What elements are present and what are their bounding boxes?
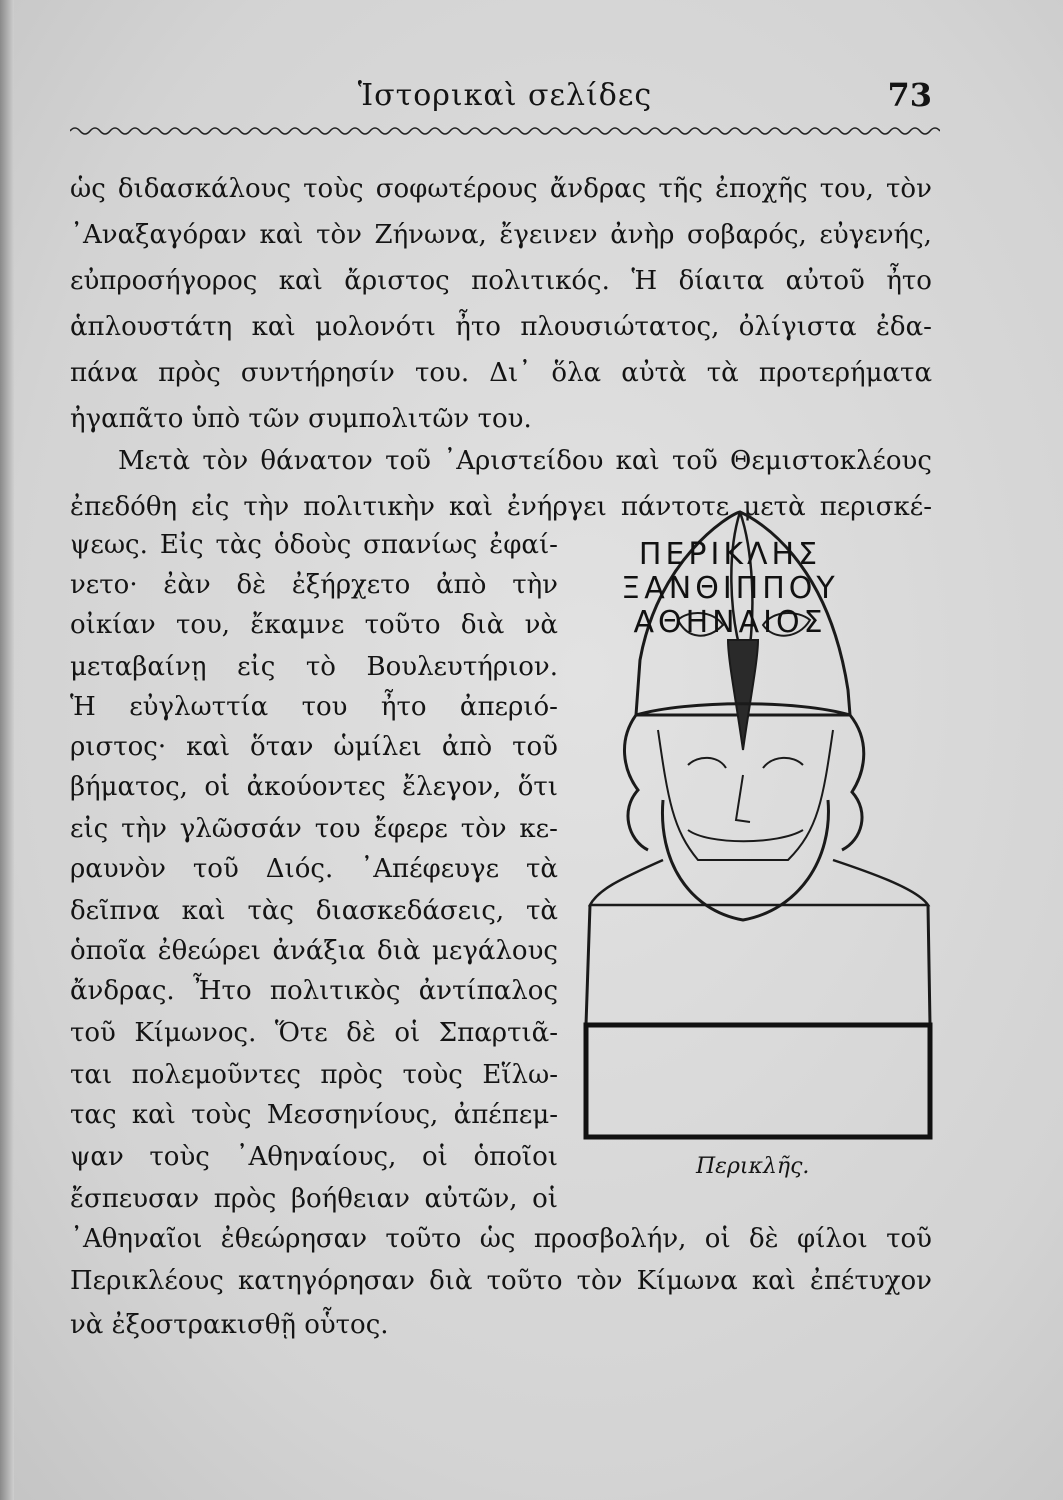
text-line: μεταβαίνῃ εἰς τὸ Βουλευτήριον. xyxy=(70,652,558,682)
text-line: ἁπλουστάτη καὶ μολονότι ἦτο πλουσιώτατος, ὀλίγιστα ἐδα- xyxy=(70,312,932,342)
text-line: ἔσπευσαν πρὸς βοήθειαν αὐτῶν, οἱ xyxy=(70,1184,558,1214)
page-number: 73 xyxy=(887,76,932,114)
text-line: Περικλέους κατηγόρησαν διὰ τοῦτο τὸν Κίμωνα καὶ ἐπέτυχον xyxy=(70,1266,932,1296)
text-line: ψαν τοὺς ᾿Αθηναίους, οἱ ὁποῖοι xyxy=(70,1142,558,1172)
text-line: δεῖπνα καὶ τὰς διασκεδάσεις, τὰ xyxy=(70,896,558,926)
page-spine-shadow xyxy=(0,0,14,1500)
text-line: νετο· ἐὰν δὲ ἐξήρχετο ἀπὸ τὴν xyxy=(70,570,558,600)
text-line: τας καὶ τοὺς Μεσσηνίους, ἀπέπεμ- xyxy=(70,1100,558,1130)
text-line: Ἡ εὐγλωττία του ἦτο ἀπεριό- xyxy=(70,692,558,722)
text-line: ριστος· καὶ ὅταν ὡμίλει ἀπὸ τοῦ xyxy=(70,732,558,762)
text-line: ἐπεδόθη εἰς τὴν πολιτικὴν καὶ ἐνήργει πάντοτε μετὰ περισκέ- xyxy=(70,492,932,522)
page-header xyxy=(70,70,940,120)
text-line: ὁποῖα ἐθεώρει ἀνάξια διὰ μεγάλους xyxy=(70,936,558,966)
text-line: βήματος, οἱ ἀκούοντες ἔλεγον, ὅτι xyxy=(70,772,558,802)
text-line: ᾿Αναξαγόραν καὶ τὸν Ζήνωνα, ἔγεινεν ἀνὴρ σοβαρός, εὐγενής, xyxy=(70,220,932,250)
text-line: εἰς τὴν γλῶσσάν του ἔφερε τὸν κε- xyxy=(70,814,558,844)
text-line: ᾿Αθηναῖοι ἐθεώρησαν τοῦτο ὡς προσβολήν, οἱ δὲ φίλοι τοῦ xyxy=(70,1224,932,1254)
text-line: ἠγαπᾶτο ὑπὸ τῶν συμπολιτῶν του. xyxy=(70,404,532,434)
text-line: νὰ ἐξοστρακισθῇ οὗτος. xyxy=(70,1310,389,1340)
text-line: ται πολεμοῦντες πρὸς τοὺς Εἵλω- xyxy=(70,1060,558,1090)
text-line: Μετὰ τὸν θάνατον τοῦ ᾿Αριστείδου καὶ τοῦ Θεμιστοκλέους xyxy=(118,446,932,476)
running-title: Ἱστορικαὶ σελίδες xyxy=(357,78,653,113)
text-line: ὡς διδασκάλους τοὺς σοφωτέρους ἄνδρας τῆς ἐποχῆς του, τὸν xyxy=(70,174,932,204)
text-line: ἄνδρας. Ἦτο πολιτικὸς ἀντίπαλος xyxy=(70,976,558,1006)
text-line: οἰκίαν του, ἔκαμνε τοῦτο διὰ νὰ xyxy=(70,610,558,640)
plaque-line-3: ΑΘΗΝΑΙΟΣ xyxy=(633,605,827,640)
text-line: ραυνὸν τοῦ Διός. ᾿Απέφευγε τὰ xyxy=(70,854,558,884)
text-line: εὐπροσήγορος καὶ ἄριστος πολιτικός. Ἡ δίαιτα αὐτοῦ ἦτο xyxy=(70,266,932,296)
text-line: τοῦ Κίμωνος. Ὅτε δὲ οἱ Σπαρτιᾶ- xyxy=(70,1018,558,1048)
text-line: ψεως. Εἰς τὰς ὁδοὺς σπανίως ἐφαί- xyxy=(70,530,558,560)
plaque-line-2: ΞΑΝΘΙΠΠΟΥ xyxy=(621,571,839,606)
figure-caption: Περικλῆς. xyxy=(696,1154,810,1179)
wavy-header-rule xyxy=(70,124,940,138)
text-line: πάνα πρὸς συντήρησίν του. Δι᾿ ὅλα αὐτὰ τὰ προτερήματα xyxy=(70,358,932,388)
plaque-line-1: ΠΕΡΙΚΛΗΣ xyxy=(638,537,822,572)
